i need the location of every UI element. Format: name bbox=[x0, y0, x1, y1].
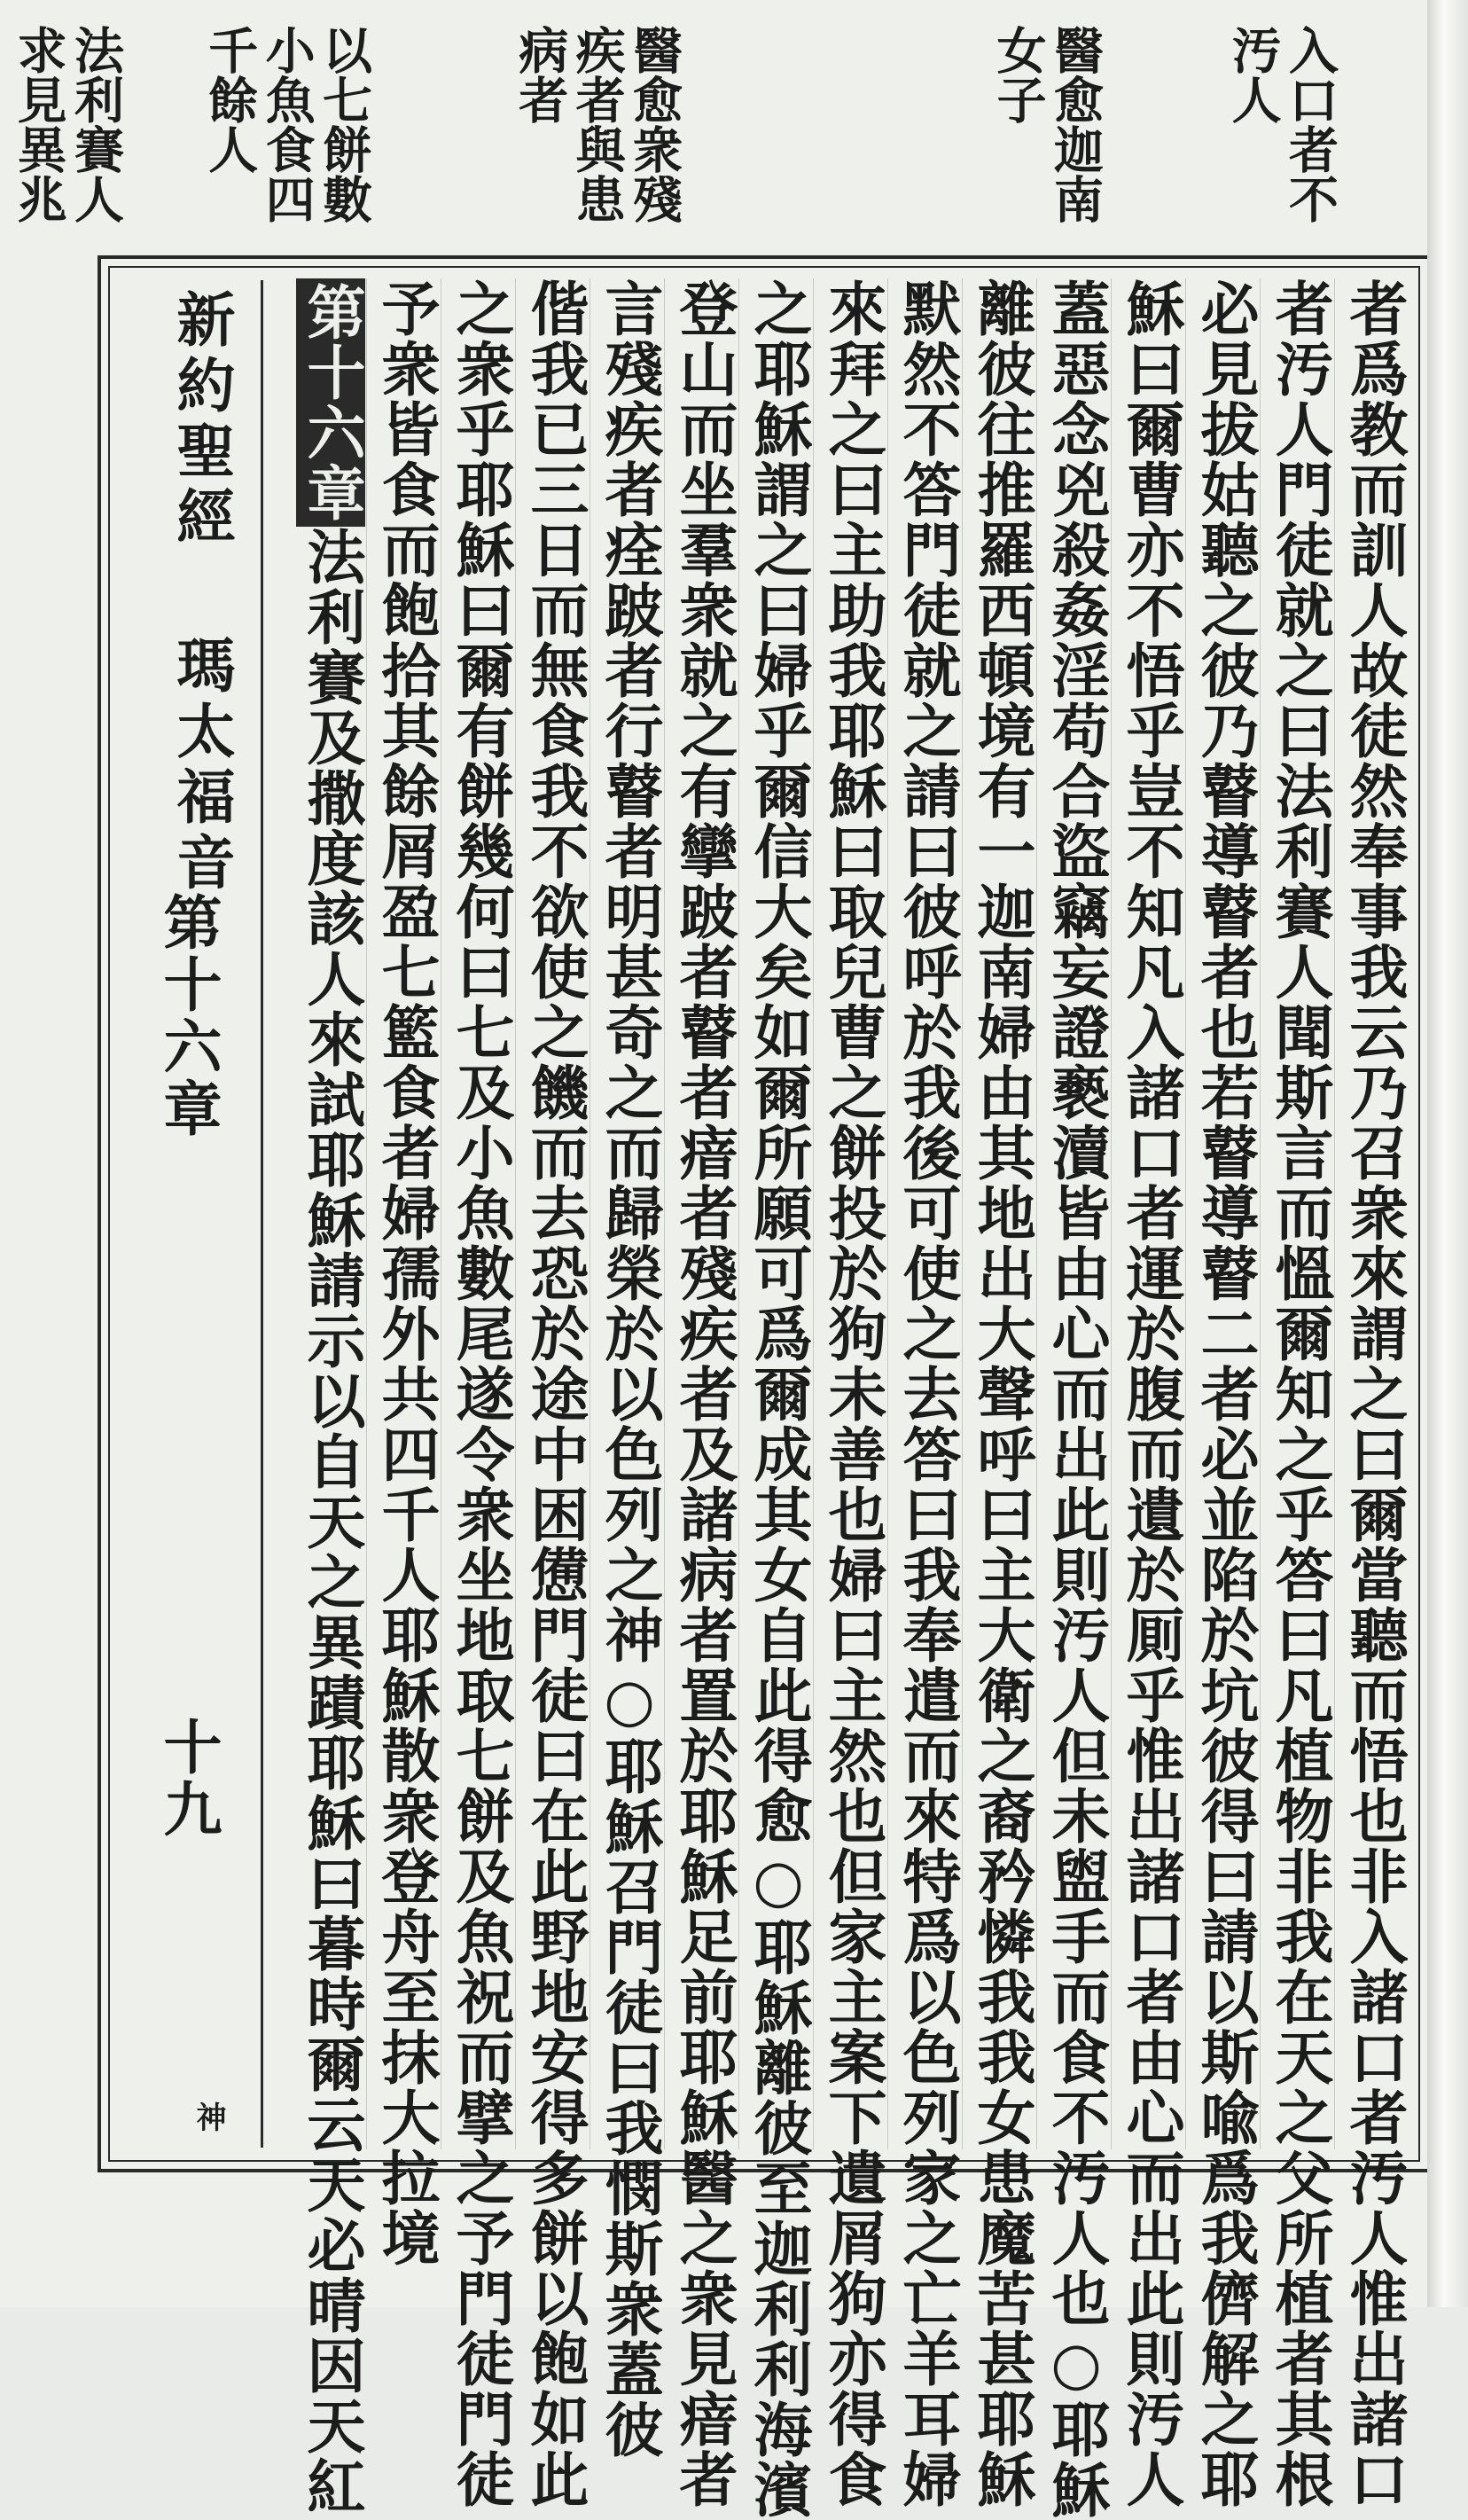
column-divider bbox=[366, 278, 367, 2149]
text-column: 必見拔姑聽之彼乃瞽導瞽者也若瞽導瞽二者必並陷於坑彼得曰請以斯喩爲我儕解之耶 bbox=[1191, 278, 1260, 2509]
column-divider bbox=[1260, 278, 1261, 2149]
text-column: 離彼往推羅西頓境有一迦南婦由其地出大聲呼曰主大衛之裔矜憐我我女患魔苦甚耶穌 bbox=[967, 278, 1036, 2509]
text-column: 者爲教而訓人故徒然奉事我云乃召衆來謂之曰爾當聽而悟也非入諸口者汚人惟出諸口 bbox=[1339, 278, 1409, 2509]
column-divider bbox=[962, 278, 963, 2149]
column-divider bbox=[1036, 278, 1037, 2149]
text-column: 第十六章法利賽及撒度該人來試耶穌請示以自天之異蹟耶穌曰暮時爾云天必晴因天紅 bbox=[291, 278, 365, 2516]
column-divider bbox=[1185, 278, 1186, 2149]
column-divider bbox=[887, 278, 888, 2149]
text-column: 者汚人門徒就之曰法利賽人聞斯言而慍爾知之乎答曰凡植物非我在天之父所植者其根 bbox=[1265, 278, 1334, 2509]
chapter-label: 第十六章 bbox=[153, 892, 223, 1140]
margin-note: 醫愈迦南女子 bbox=[988, 25, 1105, 223]
column-divider bbox=[738, 278, 739, 2149]
text-column: 登山而坐羣衆就之有攣跛者瞽者瘖者殘疾者及諸病者置於耶穌足前耶穌醫之衆見瘖者 bbox=[669, 278, 738, 2509]
text-column: 默然不答門徒就之請曰彼呼於我後可使之去答曰我奉遣而來特爲以色列家之亡羊耳婦 bbox=[893, 278, 962, 2509]
margin-notes bbox=[9, 25, 1339, 247]
chapter-heading: 第十六章 bbox=[296, 278, 365, 527]
margin-note: 醫愈衆殘疾者與患病者 bbox=[511, 25, 683, 223]
column-divider bbox=[664, 278, 665, 2149]
page-edge bbox=[1427, 0, 1468, 2307]
margin-note: 入口者不汚人 bbox=[1223, 25, 1339, 223]
book-title: 新約聖經 bbox=[167, 289, 236, 552]
text-column: 之衆乎耶穌曰爾有餅幾何曰七及小魚數尾遂令衆坐地取七餅及魚祝而擘之予門徒門徒 bbox=[446, 278, 515, 2509]
margin-note: 以七餅數小魚食四千餘人 bbox=[200, 25, 373, 223]
running-head bbox=[119, 280, 263, 2148]
text-column: 蓋惡念兇殺姦淫苟合盜竊妄證褻瀆皆由心而出此則汚人但未盥手而食不汚人也○耶穌 bbox=[1042, 278, 1111, 2520]
text-column: 予衆皆食而飽拾其餘屑盈七籃食者婦孺外共四千人耶穌散衆登舟至抹大拉境 bbox=[371, 278, 441, 2268]
gospel-title: 瑪太福音 bbox=[167, 635, 236, 897]
column-divider bbox=[515, 278, 516, 2149]
text-columns bbox=[269, 278, 1409, 2520]
bleed-through-text bbox=[824, 87, 878, 138]
column-divider bbox=[1111, 278, 1112, 2149]
column-divider bbox=[1334, 278, 1335, 2149]
page-number: 十九 bbox=[153, 1717, 223, 1841]
footer-mark: 神 bbox=[191, 2101, 226, 2132]
column-divider bbox=[813, 278, 814, 2149]
text-column: 言殘疾者痊跛者行瞽者明甚奇之而歸榮於以色列之神○耶穌召門徒曰我憫斯衆蓋彼 bbox=[595, 278, 664, 2460]
text-column: 偕我已三日而無食我不欲使之饑而去恐於途中困憊門徒曰在此野地安得多餅以飽如此 bbox=[520, 278, 590, 2509]
text-column: 之耶穌謂之曰婦乎爾信大矣如爾所願可爲爾成其女自此得愈○耶穌離彼至迦利利海濱 bbox=[744, 278, 813, 2520]
margin-note: 法利賽人求見異兆 bbox=[9, 25, 125, 223]
text-column: 來拜之曰主助我耶穌曰取兒曹之餅投於狗未善也婦曰主然也但家主案下遺屑狗亦得食 bbox=[818, 278, 887, 2509]
text-column: 穌曰爾曹亦不悟乎豈不知凡入諸口者運於腹而遺於厠乎惟出諸口者由心而出此則汚人 bbox=[1116, 278, 1185, 2509]
text-frame bbox=[98, 255, 1431, 2520]
